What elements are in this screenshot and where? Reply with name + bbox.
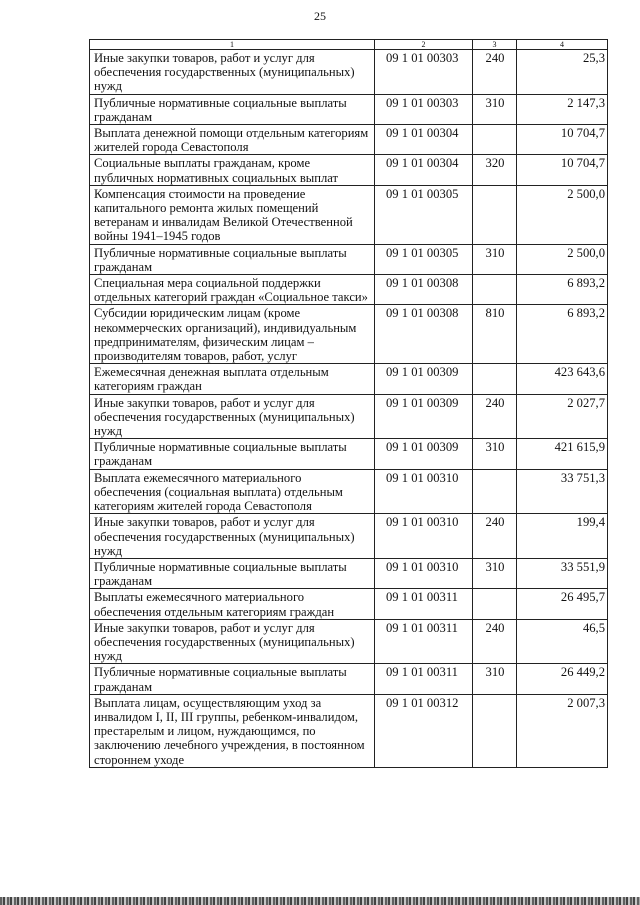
- amount-cell: 33 551,9: [517, 558, 608, 588]
- column-number: 1: [90, 40, 375, 50]
- amount-cell: 26 449,2: [517, 664, 608, 694]
- expense-type-cell: 810: [473, 305, 517, 364]
- amount-cell: 10 704,7: [517, 155, 608, 185]
- table-row: [90, 244, 608, 274]
- table-row: [90, 558, 608, 588]
- expense-type-cell: 310: [473, 664, 517, 694]
- expense-name-cell: Публичные нормативные социальные выплаты гражданам: [90, 439, 375, 469]
- page-number: 25: [314, 9, 326, 23]
- expense-type-cell: [473, 469, 517, 514]
- expense-name-cell: Субсидии юридическим лицам (кроме некоммерческих организаций), индивидуальным предпринимателям, физическим лицам – производителям товаров, работ, услуг: [90, 305, 375, 364]
- table-row: [90, 185, 608, 244]
- expense-name-cell: Публичные нормативные социальные выплаты гражданам: [90, 244, 375, 274]
- scan-edge: [0, 897, 640, 905]
- column-number: 4: [517, 40, 608, 50]
- amount-cell: 26 495,7: [517, 589, 608, 619]
- table-row: [90, 589, 608, 619]
- expense-type-cell: 310: [473, 94, 517, 124]
- amount-cell: 2 007,3: [517, 694, 608, 767]
- target-article-cell: 09 1 01 00309: [375, 364, 473, 394]
- target-article-cell: 09 1 01 00311: [375, 589, 473, 619]
- table-row: [90, 364, 608, 394]
- target-article-cell: 09 1 01 00304: [375, 155, 473, 185]
- column-number-row: [90, 40, 608, 50]
- expense-type-cell: 240: [473, 50, 517, 95]
- amount-cell: 2 027,7: [517, 394, 608, 439]
- amount-cell: 6 893,2: [517, 275, 608, 305]
- expense-name-cell: Иные закупки товаров, работ и услуг для обеспечения государственных (муниципальных) нужд: [90, 514, 375, 559]
- expense-name-cell: Иные закупки товаров, работ и услуг для обеспечения государственных (муниципальных) нужд: [90, 619, 375, 664]
- target-article-cell: 09 1 01 00311: [375, 619, 473, 664]
- target-article-cell: 09 1 01 00310: [375, 514, 473, 559]
- target-article-cell: 09 1 01 00305: [375, 185, 473, 244]
- target-article-cell: 09 1 01 00309: [375, 394, 473, 439]
- amount-cell: 10 704,7: [517, 125, 608, 155]
- amount-cell: 423 643,6: [517, 364, 608, 394]
- expense-type-cell: 310: [473, 558, 517, 588]
- table-row: [90, 50, 608, 95]
- amount-cell: 46,5: [517, 619, 608, 664]
- expense-type-cell: [473, 364, 517, 394]
- expense-type-cell: [473, 185, 517, 244]
- expense-type-cell: [473, 275, 517, 305]
- expense-type-cell: 320: [473, 155, 517, 185]
- expense-type-cell: 240: [473, 514, 517, 559]
- target-article-cell: 09 1 01 00309: [375, 439, 473, 469]
- expense-type-cell: [473, 589, 517, 619]
- amount-cell: 2 147,3: [517, 94, 608, 124]
- target-article-cell: 09 1 01 00305: [375, 244, 473, 274]
- expense-type-cell: 240: [473, 619, 517, 664]
- target-article-cell: 09 1 01 00303: [375, 94, 473, 124]
- amount-cell: 33 751,3: [517, 469, 608, 514]
- expense-name-cell: Выплата лицам, осуществляющим уход за инвалидом I, II, III группы, ребенком-инвалидом, престарелым и лицом, нуждающимся, по заключению лечебного учреждения, в постоянном стороннем уходе: [90, 694, 375, 767]
- expense-type-cell: [473, 125, 517, 155]
- amount-cell: 25,3: [517, 50, 608, 95]
- table-row: [90, 275, 608, 305]
- expense-name-cell: Публичные нормативные социальные выплаты гражданам: [90, 558, 375, 588]
- column-number: 3: [473, 40, 517, 50]
- expense-name-cell: Публичные нормативные социальные выплаты гражданам: [90, 94, 375, 124]
- amount-cell: 6 893,2: [517, 305, 608, 364]
- expense-name-cell: Иные закупки товаров, работ и услуг для обеспечения государственных (муниципальных) нужд: [90, 50, 375, 95]
- expense-name-cell: Иные закупки товаров, работ и услуг для обеспечения государственных (муниципальных) нужд: [90, 394, 375, 439]
- table-row: [90, 469, 608, 514]
- amount-cell: 2 500,0: [517, 185, 608, 244]
- expense-type-cell: 240: [473, 394, 517, 439]
- target-article-cell: 09 1 01 00308: [375, 305, 473, 364]
- target-article-cell: 09 1 01 00311: [375, 664, 473, 694]
- expense-type-cell: [473, 694, 517, 767]
- budget-table: [89, 39, 608, 768]
- amount-cell: 199,4: [517, 514, 608, 559]
- target-article-cell: 09 1 01 00308: [375, 275, 473, 305]
- expense-type-cell: 310: [473, 244, 517, 274]
- column-number: 2: [375, 40, 473, 50]
- expense-name-cell: Специальная мера социальной поддержки отдельных категорий граждан «Социальное такси»: [90, 275, 375, 305]
- expense-name-cell: Публичные нормативные социальные выплаты гражданам: [90, 664, 375, 694]
- expense-name-cell: Компенсация стоимости на проведение капитального ремонта жилых помещений ветеранам и инвалидам Великой Отечественной войны 1941–1945 годов: [90, 185, 375, 244]
- table-row: [90, 394, 608, 439]
- expense-name-cell: Выплаты ежемесячного материального обеспечения отдельным категориям граждан: [90, 589, 375, 619]
- table-row: [90, 619, 608, 664]
- table-row: [90, 94, 608, 124]
- target-article-cell: 09 1 01 00310: [375, 558, 473, 588]
- target-article-cell: 09 1 01 00312: [375, 694, 473, 767]
- amount-cell: 2 500,0: [517, 244, 608, 274]
- amount-cell: 421 615,9: [517, 439, 608, 469]
- table-row: [90, 305, 608, 364]
- table-row: [90, 664, 608, 694]
- table-row: [90, 125, 608, 155]
- target-article-cell: 09 1 01 00304: [375, 125, 473, 155]
- expense-name-cell: Ежемесячная денежная выплата отдельным категориям граждан: [90, 364, 375, 394]
- target-article-cell: 09 1 01 00310: [375, 469, 473, 514]
- expense-name-cell: Социальные выплаты гражданам, кроме публичных нормативных социальных выплат: [90, 155, 375, 185]
- table-row: [90, 694, 608, 767]
- table-row: [90, 439, 608, 469]
- expense-name-cell: Выплата ежемесячного материального обеспечения (социальная выплата) отдельным категориям жителей города Севастополя: [90, 469, 375, 514]
- table-row: [90, 155, 608, 185]
- table-row: [90, 514, 608, 559]
- target-article-cell: 09 1 01 00303: [375, 50, 473, 95]
- expense-type-cell: 310: [473, 439, 517, 469]
- expense-name-cell: Выплата денежной помощи отдельным категориям жителей города Севастополя: [90, 125, 375, 155]
